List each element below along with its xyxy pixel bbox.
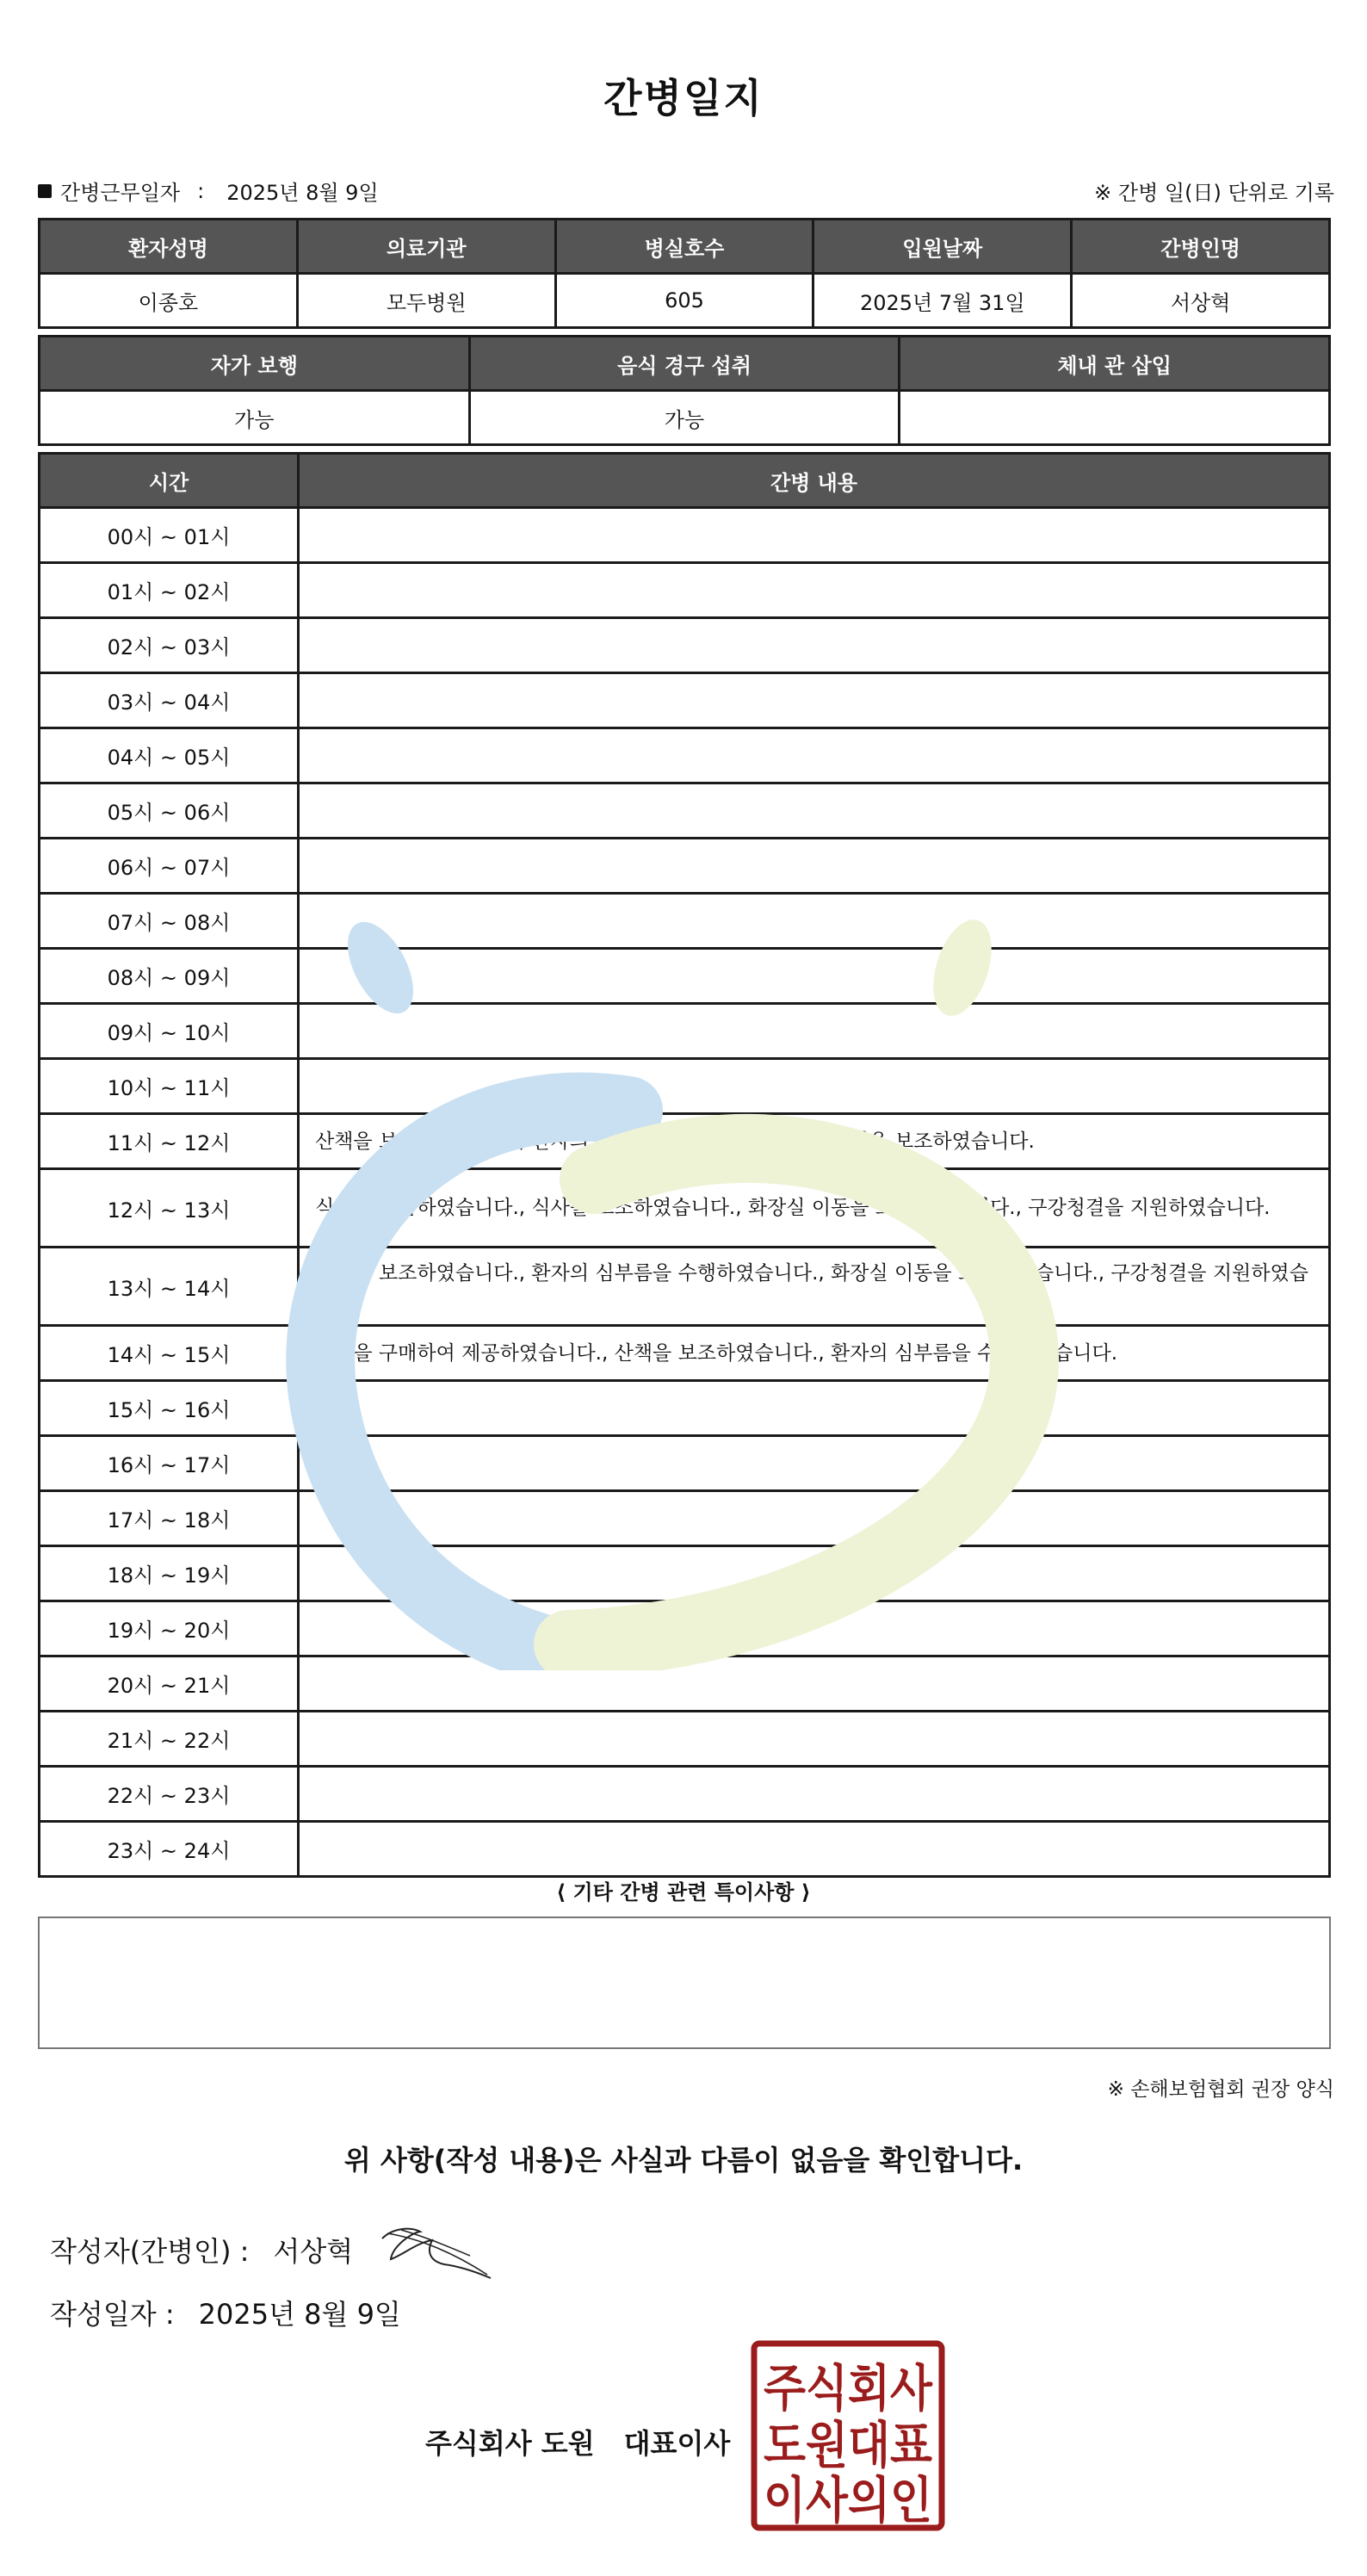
work-date-line bbox=[38, 176, 379, 206]
header-hospital: 의료기관 bbox=[297, 220, 555, 274]
time-cell: 10시 ~ 11시 bbox=[40, 1059, 299, 1114]
time-cell: 00시 ~ 01시 bbox=[40, 508, 299, 563]
care-log-row bbox=[40, 1546, 1330, 1601]
care-content-cell[interactable] bbox=[299, 1381, 1330, 1436]
time-cell: 13시 ~ 14시 bbox=[40, 1248, 299, 1326]
written-date-label: 작성일자 : bbox=[50, 2298, 175, 2331]
care-content-cell[interactable] bbox=[299, 1004, 1330, 1059]
care-log-row bbox=[40, 1326, 1330, 1381]
self-walking-value: 가능 bbox=[40, 391, 470, 445]
unit-note: ※ 간병 일(日) 단위로 기록 bbox=[1094, 181, 1334, 205]
time-cell: 11시 ~ 12시 bbox=[40, 1114, 299, 1169]
care-content-cell[interactable]: 식기를 반납하였습니다., 식사를 보조하였습니다., 화장실 이동을 보조하였습니다., 구강청결을 지원하였습니다. bbox=[299, 1169, 1330, 1248]
writer-label: 작성자(간병인) : bbox=[50, 2235, 250, 2268]
time-cell: 03시 ~ 04시 bbox=[40, 673, 299, 728]
care-log-row bbox=[40, 894, 1330, 949]
remarks-box[interactable] bbox=[38, 1917, 1331, 2049]
care-log-row bbox=[40, 1712, 1330, 1767]
header-care-content: 간병 내용 bbox=[299, 454, 1330, 508]
header-admission-date: 입원날짜 bbox=[813, 220, 1072, 274]
time-cell: 04시 ~ 05시 bbox=[40, 728, 299, 783]
care-content-cell[interactable] bbox=[299, 1436, 1330, 1491]
time-cell: 12시 ~ 13시 bbox=[40, 1169, 299, 1248]
care-log-body bbox=[40, 508, 1330, 1877]
company-seal bbox=[751, 2340, 945, 2531]
representative-title: 대표이사 bbox=[623, 2427, 731, 2460]
care-content-cell[interactable] bbox=[299, 563, 1330, 618]
care-content-cell[interactable] bbox=[299, 1656, 1330, 1712]
work-date-colon: : bbox=[197, 178, 205, 203]
caregiver-name: 서상혁 bbox=[1072, 274, 1330, 328]
time-cell: 23시 ~ 24시 bbox=[40, 1822, 299, 1877]
care-log-row bbox=[40, 1656, 1330, 1712]
time-cell: 14시 ~ 15시 bbox=[40, 1326, 299, 1381]
care-log-row bbox=[40, 728, 1330, 783]
care-log-row bbox=[40, 1601, 1330, 1656]
admission-date: 2025년 7월 31일 bbox=[813, 274, 1072, 328]
care-content-cell[interactable] bbox=[299, 1546, 1330, 1601]
care-content-cell[interactable] bbox=[299, 618, 1330, 673]
header-tube-insertion: 체내 관 삽입 bbox=[900, 337, 1330, 391]
care-content-cell[interactable] bbox=[299, 1822, 1330, 1877]
care-log-row bbox=[40, 1169, 1330, 1248]
work-date-value: 2025년 8월 9일 bbox=[226, 181, 379, 205]
care-content-cell[interactable] bbox=[299, 728, 1330, 783]
care-log-row bbox=[40, 1004, 1330, 1059]
header-self-walking: 자가 보행 bbox=[40, 337, 470, 391]
time-cell: 20시 ~ 21시 bbox=[40, 1656, 299, 1712]
writer-line bbox=[50, 2230, 353, 2269]
care-content-cell[interactable] bbox=[299, 508, 1330, 563]
seal-text-line: 도원대표 bbox=[764, 2416, 932, 2474]
time-cell: 06시 ~ 07시 bbox=[40, 839, 299, 894]
company-name: 주식회사 도원 bbox=[425, 2427, 595, 2460]
care-log-row bbox=[40, 1822, 1330, 1877]
care-content-cell[interactable]: 산책을 보조하였습니다., 환자의 심부름을 수행하였습니다., 화장실 이동을 보조하였습니다., 구강청결을 지원하였습니다. bbox=[299, 1248, 1330, 1326]
time-cell: 07시 ~ 08시 bbox=[40, 894, 299, 949]
time-cell: 22시 ~ 23시 bbox=[40, 1767, 299, 1822]
ability-value-row bbox=[40, 391, 1330, 445]
patient-info-table bbox=[38, 218, 1331, 329]
hospital-name: 모두병원 bbox=[297, 274, 555, 328]
seal-text-line: 주식회사 bbox=[764, 2359, 933, 2418]
square-bullet-icon bbox=[38, 184, 52, 198]
company-line bbox=[425, 2422, 730, 2461]
writer-name: 서상혁 bbox=[273, 2235, 354, 2268]
ability-header-row bbox=[40, 337, 1330, 391]
care-log-row bbox=[40, 618, 1330, 673]
recommend-note: ※ 손해보험협회 권장 양식 bbox=[1107, 2078, 1334, 2101]
care-log-row bbox=[40, 1114, 1330, 1169]
care-log-row bbox=[40, 783, 1330, 839]
confirmation-statement: 위 사항(작성 내용)은 사실과 다름이 없음을 확인합니다. bbox=[343, 2144, 1024, 2177]
written-date-line bbox=[50, 2293, 401, 2332]
signature bbox=[375, 2221, 496, 2282]
care-log-row bbox=[40, 1767, 1330, 1822]
time-cell: 16시 ~ 17시 bbox=[40, 1436, 299, 1491]
care-content-cell[interactable]: 간식을 구매하여 제공하였습니다., 산책을 보조하였습니다., 환자의 심부름을 수행하였습니다. bbox=[299, 1326, 1330, 1381]
header-room-number: 병실호수 bbox=[555, 220, 813, 274]
oral-intake-value: 가능 bbox=[469, 391, 900, 445]
header-patient-name: 환자성명 bbox=[40, 220, 298, 274]
patient-ability-table bbox=[38, 335, 1331, 446]
time-cell: 19시 ~ 20시 bbox=[40, 1601, 299, 1656]
care-log-header-row bbox=[40, 454, 1330, 508]
work-date-label: 간병근무일자 bbox=[60, 181, 181, 205]
header-time: 시간 bbox=[40, 454, 299, 508]
tube-insertion-value bbox=[900, 391, 1330, 445]
care-content-cell[interactable] bbox=[299, 1601, 1330, 1656]
care-content-cell[interactable] bbox=[299, 1712, 1330, 1767]
care-log-table bbox=[38, 452, 1331, 1878]
care-content-cell[interactable] bbox=[299, 949, 1330, 1004]
care-content-cell[interactable] bbox=[299, 1491, 1330, 1546]
care-log-row bbox=[40, 563, 1330, 618]
care-log-row bbox=[40, 673, 1330, 728]
care-log-row bbox=[40, 1059, 1330, 1114]
care-log-row bbox=[40, 508, 1330, 563]
room-number: 605 bbox=[555, 274, 813, 328]
time-cell: 01시 ~ 02시 bbox=[40, 563, 299, 618]
patient-info-header-row bbox=[40, 220, 1330, 274]
patient-info-value-row bbox=[40, 274, 1330, 328]
patient-name: 이종호 bbox=[40, 274, 298, 328]
header-caregiver-name: 간병인명 bbox=[1072, 220, 1330, 274]
time-cell: 05시 ~ 06시 bbox=[40, 783, 299, 839]
remarks-title: ⟨ 기타 간병 관련 특이사항 ⟩ bbox=[556, 1880, 811, 1904]
care-log-row bbox=[40, 1248, 1330, 1326]
care-content-cell[interactable] bbox=[299, 894, 1330, 949]
time-cell: 21시 ~ 22시 bbox=[40, 1712, 299, 1767]
time-cell: 09시 ~ 10시 bbox=[40, 1004, 299, 1059]
care-log-row bbox=[40, 1436, 1330, 1491]
care-log-row bbox=[40, 1381, 1330, 1436]
care-log-row bbox=[40, 949, 1330, 1004]
care-content-cell[interactable] bbox=[299, 839, 1330, 894]
time-cell: 08시 ~ 09시 bbox=[40, 949, 299, 1004]
header-oral-intake: 음식 경구 섭취 bbox=[469, 337, 900, 391]
care-log-row bbox=[40, 1491, 1330, 1546]
page-title: 간병일지 bbox=[603, 75, 764, 121]
care-content-cell[interactable] bbox=[299, 673, 1330, 728]
seal-text-line: 이사의인 bbox=[764, 2471, 932, 2530]
care-content-cell[interactable]: 산책을 보조하였습니다., 환자의 심부름을 수행하였습니다., 세면을 보조하였습니다. bbox=[299, 1114, 1330, 1169]
time-cell: 18시 ~ 19시 bbox=[40, 1546, 299, 1601]
written-date-value: 2025년 8월 9일 bbox=[198, 2298, 401, 2331]
time-cell: 17시 ~ 18시 bbox=[40, 1491, 299, 1546]
care-log-row bbox=[40, 839, 1330, 894]
care-content-cell[interactable] bbox=[299, 1059, 1330, 1114]
time-cell: 02시 ~ 03시 bbox=[40, 618, 299, 673]
care-content-cell[interactable] bbox=[299, 783, 1330, 839]
care-content-cell[interactable] bbox=[299, 1767, 1330, 1822]
time-cell: 15시 ~ 16시 bbox=[40, 1381, 299, 1436]
